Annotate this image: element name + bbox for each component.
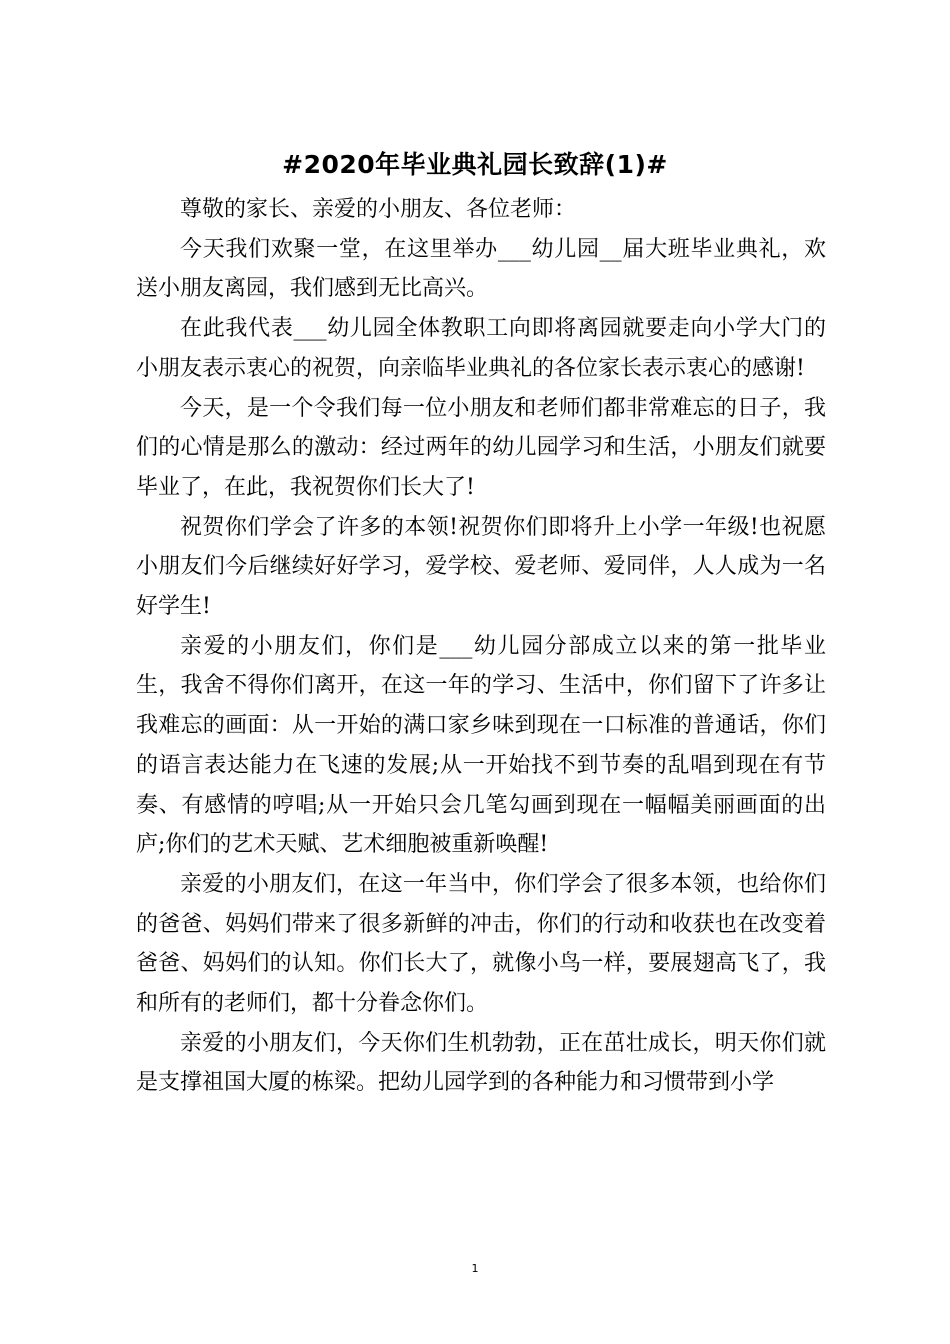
paragraph: 亲爱的小朋友们，在这一年当中，你们学会了很多本领，也给你们的爸爸、妈妈们带来了很多新鲜的冲击，你们的行动和收获也在改变着爸爸、妈妈们的认知。你们长大了，就像小鸟一样，要展翅高飞了，我和所有的老师们，都十分眷念你们。 bbox=[136, 871, 826, 1017]
document-body bbox=[136, 190, 826, 1103]
page-number: 1 bbox=[471, 1262, 479, 1275]
paragraph-salutation: 尊敬的家长、亲爱的小朋友、各位老师： bbox=[180, 197, 577, 222]
paragraph: 亲爱的小朋友们，你们是___幼儿园分部成立以来的第一批毕业生，我舍不得你们离开，在这一年的学习、生活中，你们留下了许多让我难忘的画面：从一开始的满口家乡味到现在一口标准的普通话，你们的语言表达能力在飞速的发展;从一开始找不到节奏的乱唱到现在有节奏、有感情的哼唱;从一开始只会几笔勾画到现在一幅幅美丽画面的出庐;你们的艺术天赋、艺术细胞被重新唤醒! bbox=[136, 633, 826, 858]
paragraph: 祝贺你们学会了许多的本领!祝贺你们即将升上小学一年级!也祝愿小朋友们今后继续好好学习，爱学校、爱老师、爱同伴，人人成为一名好学生! bbox=[136, 514, 826, 620]
paragraph: 在此我代表___幼儿园全体教职工向即将离园就要走向小学大门的小朋友表示衷心的祝贺，向亲临毕业典礼的各位家长表示衷心的感谢! bbox=[136, 316, 826, 381]
paragraph: 今天我们欢聚一堂，在这里举办___幼儿园__届大班毕业典礼，欢送小朋友离园，我们感到无比高兴。 bbox=[136, 236, 826, 302]
document-title: #2020年毕业典礼园长致辞(1)# bbox=[282, 150, 668, 179]
paragraph: 亲爱的小朋友们，今天你们生机勃勃，正在茁壮成长，明天你们就是支撑祖国大厦的栋梁。把幼儿园学到的各种能力和习惯带到小学 bbox=[136, 1030, 826, 1096]
paragraph: 今天，是一个令我们每一位小朋友和老师们都非常难忘的日子，我们的心情是那么的激动：经过两年的幼儿园学习和生活，小朋友们就要毕业了，在此，我祝贺你们长大了! bbox=[136, 395, 826, 500]
